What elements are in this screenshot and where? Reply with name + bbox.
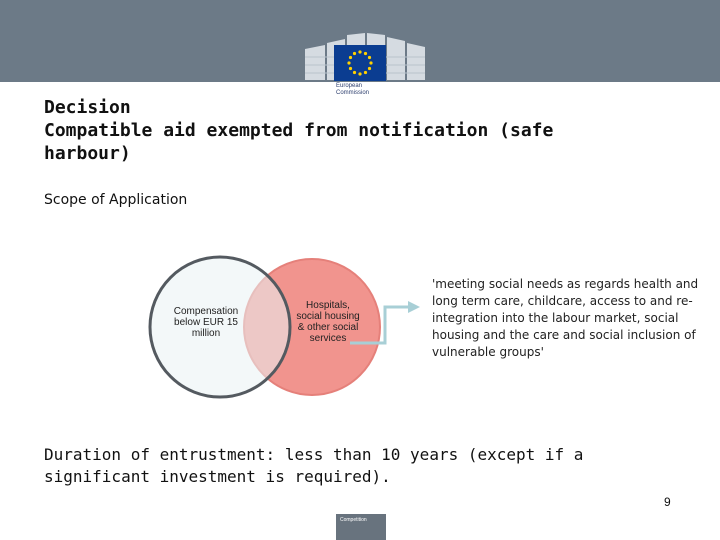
venn-diagram (140, 250, 430, 400)
right-circle-label: Hospitals, social housing & other social services (296, 300, 360, 344)
european-commission-logo (334, 45, 390, 103)
left-circle-label: Compensation below EUR 15 million (173, 306, 239, 339)
arrow-head-icon (408, 301, 420, 313)
quote-text: 'meeting social needs as regards health and long term care, childcare, access to and re-integration into the labour market, social housing and the care and social inclusion of vulnerable groups' (432, 277, 699, 359)
title-line: Compatible aid exempted from notification (safe (44, 120, 554, 141)
competition-logo (336, 514, 386, 540)
title-line: harbour) (44, 143, 131, 164)
eu-flag-icon (334, 45, 386, 81)
page-number: 9 (664, 495, 671, 509)
logo-text: European Commission (336, 83, 370, 96)
slide-title (44, 96, 644, 165)
section-subtitle: Scope of Application (44, 192, 188, 208)
footer-logo-text: Competition (340, 517, 367, 523)
duration-text: Duration of entrustment: less than 10 years (except if a significant investment is required). (44, 445, 584, 486)
title-line: Decision (44, 97, 131, 118)
